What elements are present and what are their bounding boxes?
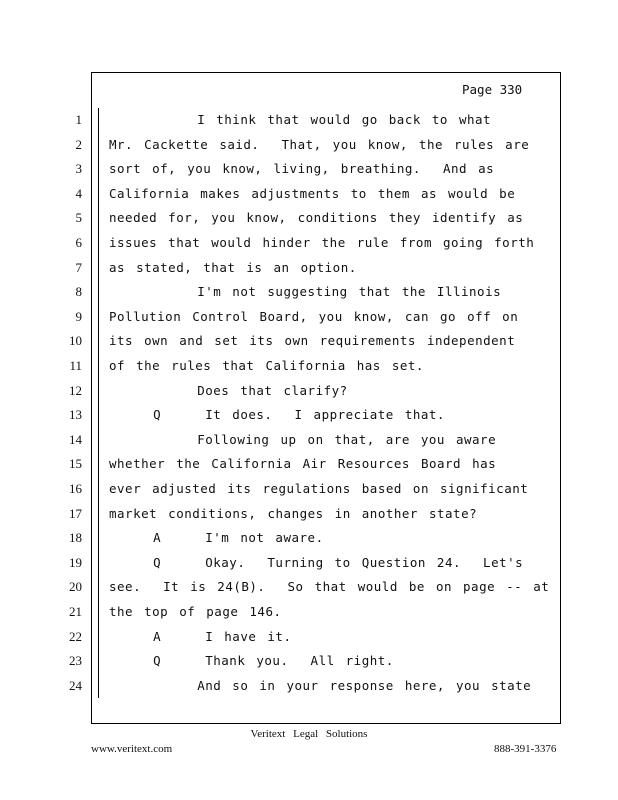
line-number: 15 [69, 456, 82, 472]
transcript-line [0, 309, 618, 329]
line-text: the top of page 146. [109, 604, 282, 619]
transcript-line [0, 678, 618, 698]
line-number: 22 [69, 628, 82, 644]
transcript-line [0, 530, 618, 550]
transcript-line [0, 629, 618, 649]
transcript-line [0, 358, 618, 378]
transcript-line [0, 161, 618, 181]
line-number: 16 [69, 481, 82, 496]
line-text: sort of, you know, living, breathing. And as [109, 161, 495, 177]
line-text: of the rules that California has set. [109, 358, 424, 373]
line-number: 2 [75, 136, 82, 152]
line-text: as stated, that is an option. [109, 259, 357, 275]
line-number: 7 [75, 259, 82, 275]
line-text: Q Okay. Turning to Question 24. Let's [109, 554, 524, 570]
footer-website: www.veritext.com [91, 743, 173, 755]
line-number: 4 [75, 185, 82, 201]
line-text: needed for, you know, conditions they identify as [109, 210, 524, 226]
line-text: A I'm not aware. [109, 530, 324, 546]
line-text: Following up on that, are you aware [109, 431, 497, 447]
transcript-line [0, 210, 618, 230]
line-text: Does that clarify? [109, 382, 348, 398]
transcript-line [0, 137, 618, 157]
transcript-line [0, 186, 618, 206]
line-number: 24 [69, 677, 82, 693]
footer-phone: 888-391-3376 [494, 743, 557, 755]
line-text: issues that would hinder the rule from going forth [109, 235, 535, 250]
line-text: Mr. Cackette said. That, you know, the rules are [109, 136, 530, 152]
line-number: 8 [75, 284, 82, 300]
transcript-line [0, 604, 618, 624]
line-number: 1 [75, 112, 82, 127]
line-number: 20 [69, 579, 82, 595]
line-number: 19 [69, 554, 82, 570]
transcript-line [0, 555, 618, 575]
transcript-line [0, 653, 618, 673]
line-text: And so in your response here, you state [109, 677, 532, 693]
line-number: 3 [75, 161, 82, 177]
line-text: Q Thank you. All right. [109, 653, 394, 669]
line-text: ever adjusted its regulations based on significant [109, 481, 529, 496]
line-number: 5 [75, 210, 82, 226]
line-text: Pollution Control Board, you know, can go off on [109, 308, 519, 324]
line-text: A I have it. [109, 628, 292, 644]
line-number: 23 [69, 653, 82, 669]
line-text: its own and set its own requirements independent [109, 333, 516, 349]
line-text: market conditions, changes in another state? [109, 505, 478, 521]
line-number: 17 [69, 505, 82, 521]
line-number: 21 [69, 604, 82, 619]
transcript-line [0, 456, 618, 476]
line-text: see. It is 24(B). So that would be on page -- at [109, 579, 550, 595]
transcript-line [0, 481, 618, 501]
line-number: 12 [69, 382, 82, 398]
line-text: I'm not suggesting that the Illinois [109, 284, 502, 300]
line-number: 9 [75, 308, 82, 324]
line-number: 18 [69, 530, 82, 546]
line-number: 11 [69, 358, 82, 373]
line-number: 10 [69, 333, 82, 349]
transcript-line [0, 432, 618, 452]
line-number: 13 [69, 407, 82, 423]
transcript-line [0, 235, 618, 255]
transcript-line [0, 333, 618, 353]
line-number: 14 [69, 431, 82, 447]
line-text: whether the California Air Resources Board has [109, 456, 497, 472]
transcript-line [0, 407, 618, 427]
transcript-line [0, 112, 618, 132]
page-number: Page 330 [462, 82, 523, 97]
line-text: Q It does. I appreciate that. [109, 407, 445, 423]
line-text: California makes adjustments to them as would be [109, 185, 516, 201]
footer-company: Veritext Legal Solutions [250, 728, 368, 740]
transcript-line [0, 284, 618, 304]
transcript-line [0, 506, 618, 526]
transcript-line [0, 579, 618, 599]
transcript-line [0, 383, 618, 403]
line-number: 6 [75, 235, 82, 250]
transcript-line [0, 260, 618, 280]
line-text: I think that would go back to what [109, 112, 492, 127]
